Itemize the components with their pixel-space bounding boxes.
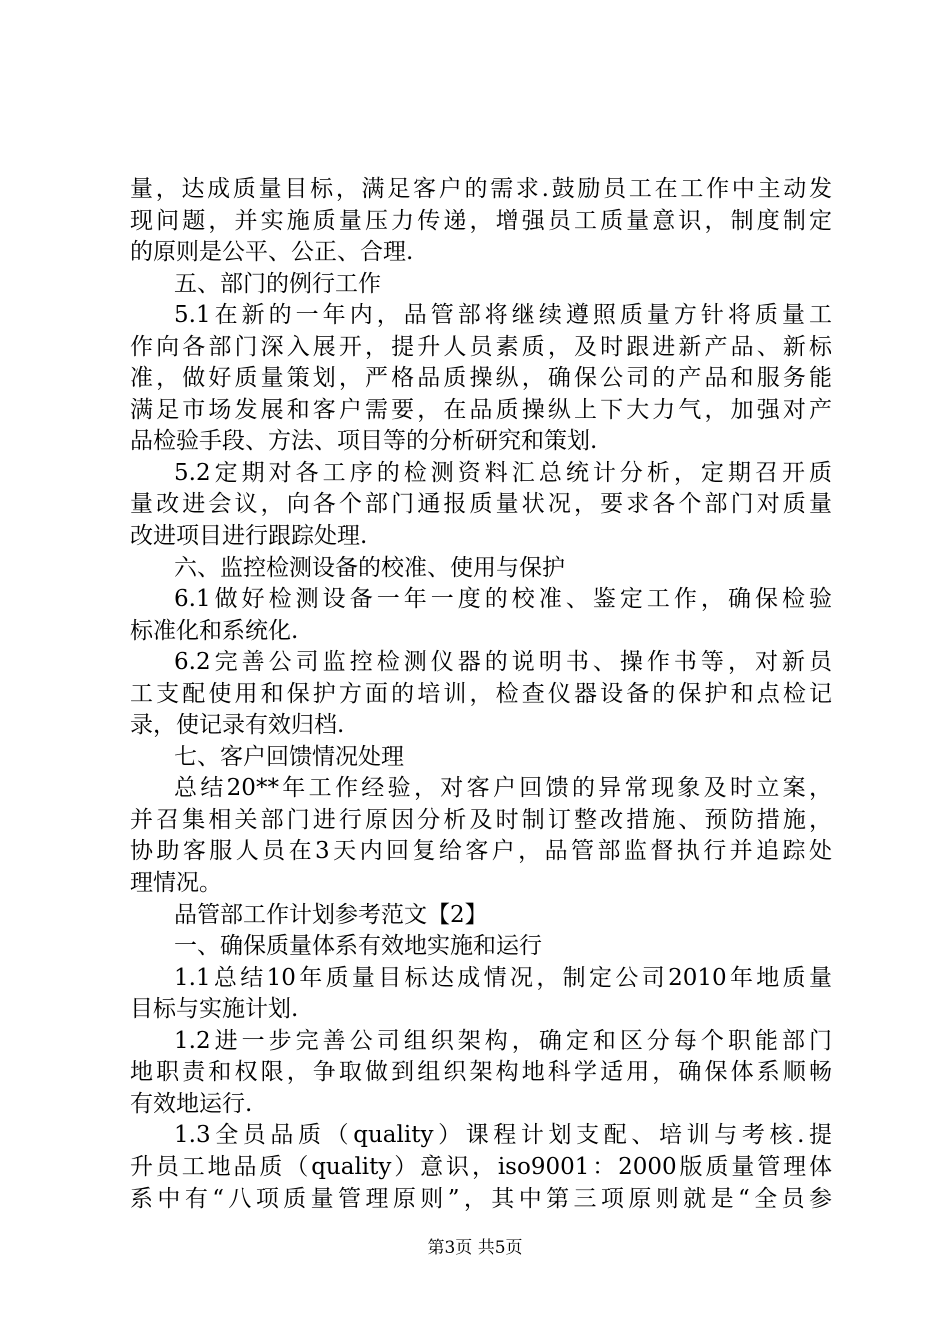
text-line: 六、监控检测设备的校准、使用与保护 bbox=[174, 554, 565, 581]
text-line: 标准化和系统化. bbox=[130, 617, 299, 644]
text-line: 5.1在新的一年内，品管部将继续遵照质量方针将质量工 bbox=[174, 302, 832, 329]
text-line: 1.3全员品质（quality）课程计划支配、培训与考核.提 bbox=[174, 1122, 832, 1149]
text-line: 地职责和权限，争取做到组织架构地科学适用，确保体系顺畅 bbox=[130, 1059, 832, 1086]
text-line: 5.2定期对各工序的检测资料汇总统计分析，定期召开质 bbox=[174, 459, 832, 486]
text-line: 一、确保质量体系有效地实施和运行 bbox=[174, 933, 542, 960]
text-line: 量改进会议，向各个部门通报质量状况，要求各个部门对质量 bbox=[130, 491, 832, 518]
text-line: 目标与实施计划. bbox=[130, 996, 299, 1023]
text-line: 升员工地品质（quality）意识，iso9001：2000版质量管理体 bbox=[130, 1153, 832, 1180]
document-body bbox=[130, 174, 832, 1215]
text-line: 改进项目进行跟踪处理. bbox=[130, 523, 368, 550]
text-line: 6.1做好检测设备一年一度的校准、鉴定工作，确保检验 bbox=[174, 586, 832, 613]
text-line: 五、部门的例行工作 bbox=[174, 270, 381, 297]
text-line: 6.2完善公司监控检测仪器的说明书、操作书等，对新员 bbox=[174, 649, 832, 676]
text-line: 理情况。 bbox=[130, 870, 222, 897]
text-line: 满足市场发展和客户需要，在品质操纵上下大力气，加强对产 bbox=[130, 396, 832, 423]
text-line: 有效地运行. bbox=[130, 1090, 253, 1117]
page-footer: 第3页 共5页 bbox=[427, 1238, 523, 1258]
text-line: 系中有“八项质量管理原则”，其中第三项原则就是“全员参 bbox=[130, 1185, 832, 1212]
text-line: 现问题，并实施质量压力传递，增强员工质量意识，制度制定 bbox=[130, 207, 832, 234]
text-line: 品管部工作计划参考范文【2】 bbox=[174, 901, 488, 928]
text-line: 量，达成质量目标，满足客户的需求.鼓励员工在工作中主动发 bbox=[130, 176, 832, 202]
text-line: 工支配使用和保护方面的培训，检查仪器设备的保护和点检记 bbox=[130, 680, 832, 707]
text-line: 准，做好质量策划，严格品质操纵，确保公司的产品和服务能 bbox=[130, 365, 832, 392]
text-line: 并召集相关部门进行原因分析及时制订整改措施、预防措施， bbox=[130, 806, 832, 833]
text-line: 1.2进一步完善公司组织架构，确定和区分每个职能部门 bbox=[174, 1027, 832, 1054]
text-line: 作向各部门深入展开，提升人员素质，及时跟进新产品、新标 bbox=[130, 333, 832, 360]
text-line: 品检验手段、方法、项目等的分析研究和策划. bbox=[130, 428, 598, 455]
text-line: 的原则是公平、公正、合理. bbox=[130, 239, 414, 266]
text-line: 七、客户回馈情况处理 bbox=[174, 743, 404, 770]
text-line: 录，使记录有效归档. bbox=[130, 712, 345, 739]
text-line: 协助客服人员在3天内回复给客户，品管部监督执行并追踪处 bbox=[130, 838, 832, 865]
text-line: 1.1总结10年质量目标达成情况，制定公司2010年地质量 bbox=[174, 964, 832, 991]
text-line: 总结20**年工作经验，对客户回馈的异常现象及时立案， bbox=[174, 775, 832, 802]
